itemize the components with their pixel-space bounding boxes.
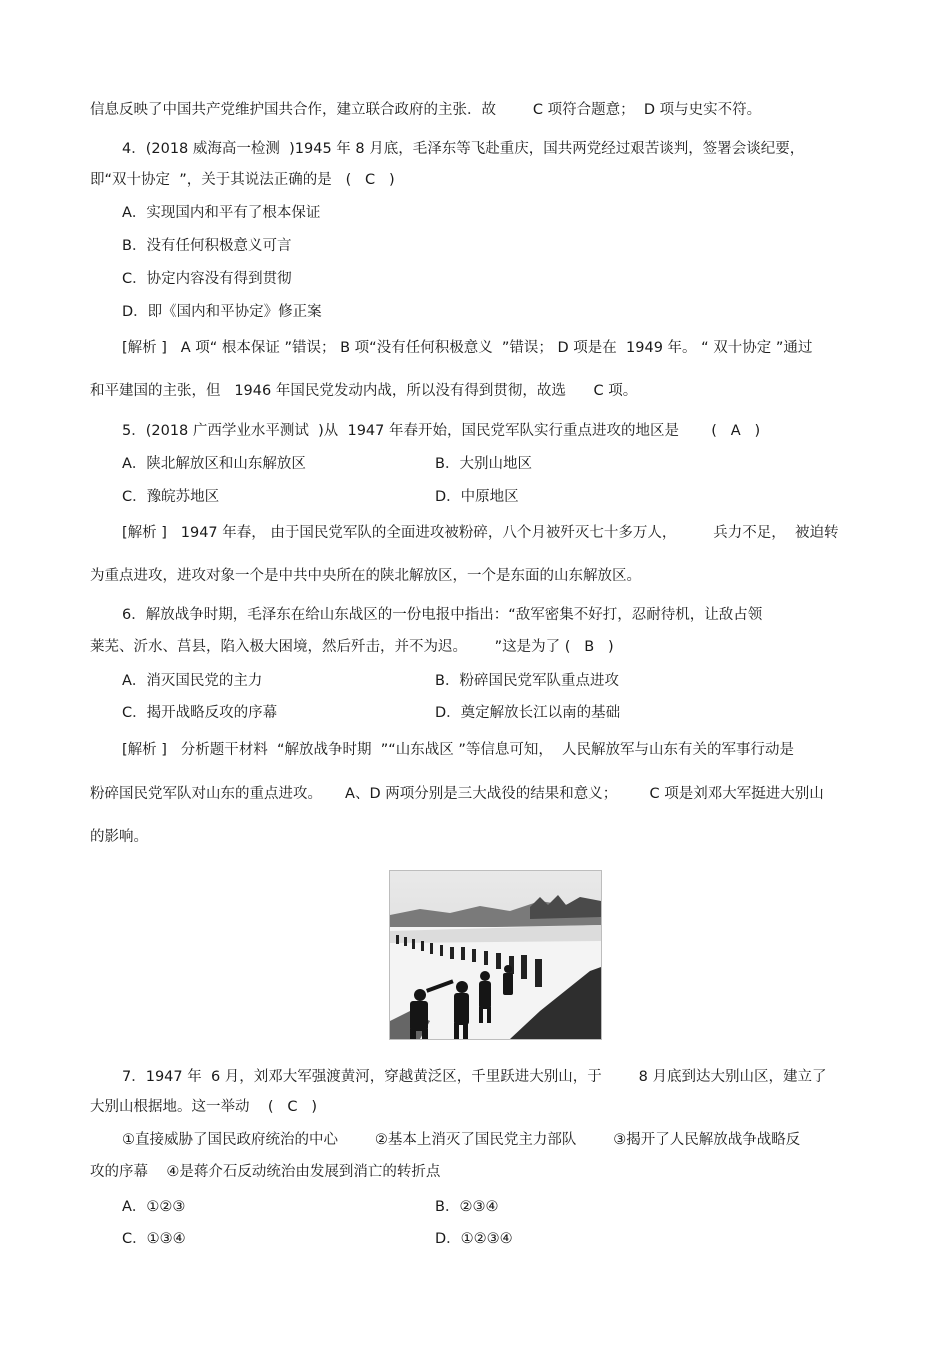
question-4-stem-cont: 即“双十协定 ”，关于其说法正确的是 ( C ) [90, 172, 395, 188]
question-7-statements-cont: 攻的序幕 ④是蒋介石反动统治由发展到消亡的转折点 [90, 1164, 441, 1180]
question-7-option-d: D．①②③④ [435, 1231, 513, 1247]
question-5-stem: 5．(2018 广西学业水平测试 )从 1947 年春开始，国民党军队实行重点进攻的地区是 ( A ) [122, 423, 761, 439]
question-7-option-b: B．②③④ [435, 1199, 499, 1215]
question-4-option-c: C．协定内容没有得到贯彻 [122, 271, 292, 287]
question-5-option-d: D．中原地区 [435, 489, 519, 505]
question-6-stem-cont: 莱芜、沂水、莒县，陷入极大困境，然后歼击，并不为迟。 ”这是为了 ( B ) [90, 639, 614, 655]
question-7-option-c: C．①③④ [122, 1231, 186, 1247]
question-4-explanation: [解析 ] A 项“ 根本保证 ”错误； B 项“没有任何积极意义 ”错误； D 项是在 1949 年。 “ 双十协定 ”通过 [122, 340, 813, 356]
question-5-explanation: [解析 ] 1947 年春， 由于国民党军队的全面进攻被粉碎，八个月被歼灭七十多万人， 兵力不足， 被迫转 [122, 525, 839, 541]
question-7-statements: ①直接威胁了国民政府统治的中心 ②基本上消灭了国民党主力部队 ③揭开了人民解放战争战略反 [122, 1132, 801, 1148]
question-7-option-a: A．①②③ [122, 1199, 186, 1215]
question-7-stem: 7．1947 年 6 月，刘邓大军强渡黄河，穿越黄泛区，千里跃进大别山，于 8 月底到达大别山区，建立了 [122, 1069, 827, 1085]
question-5-option-a: A．陕北解放区和山东解放区 [122, 456, 306, 472]
question-6-explanation: [解析 ] 分析题干材料 “解放战争时期 ”“山东战区 ”等信息可知， 人民解放军与山东有关的军事行动是 [122, 742, 795, 758]
text-line: 信息反映了中国共产党维护国共合作，建立联合政府的主张．故 C 项符合题意； D 项与史实不符。 [90, 102, 762, 118]
question-4-stem: 4．(2018 威海高一检测 )1945 年 8 月底，毛泽东等飞赴重庆，国共两党经过艰苦谈判，签署会谈纪要， [122, 141, 805, 157]
question-6-stem: 6．解放战争时期，毛泽东在给山东战区的一份电报中指出：“敌军密集不好打，忍耐待机，让敌占领 [122, 607, 763, 623]
question-5-option-b: B．大别山地区 [435, 456, 532, 472]
question-4-option-d: D．即《国内和平协定》修正案 [122, 304, 322, 320]
question-4-option-b: B．没有任何积极意义可言 [122, 238, 292, 254]
question-4-option-a: A．实现国内和平有了根本保证 [122, 205, 321, 221]
question-6-option-a: A．消灭国民党的主力 [122, 673, 263, 689]
question-5-option-c: C．豫皖苏地区 [122, 489, 220, 505]
question-6-option-d: D．奠定解放长江以南的基础 [435, 705, 621, 721]
historical-photo [389, 870, 602, 1040]
question-6-explanation-end: 的影响。 [90, 829, 148, 845]
question-7-stem-cont: 大别山根据地。这一举动 ( C ) [90, 1099, 318, 1115]
question-5-explanation-cont: 为重点进攻，进攻对象一个是中共中央所在的陕北解放区，一个是东面的山东解放区。 [90, 568, 641, 584]
question-6-option-c: C．揭开战略反攻的序幕 [122, 705, 278, 721]
question-4-explanation-cont: 和平建国的主张，但 1946 年国民党发动内战，所以没有得到贯彻，故选 C 项。 [90, 383, 638, 399]
question-6-option-b: B．粉碎国民党军队重点进攻 [435, 673, 619, 689]
question-6-explanation-cont: 粉碎国民党军队对山东的重点进攻。 A、D 两项分别是三大战役的结果和意义； C 项是刘邓大军挺进大别山 [90, 786, 824, 802]
